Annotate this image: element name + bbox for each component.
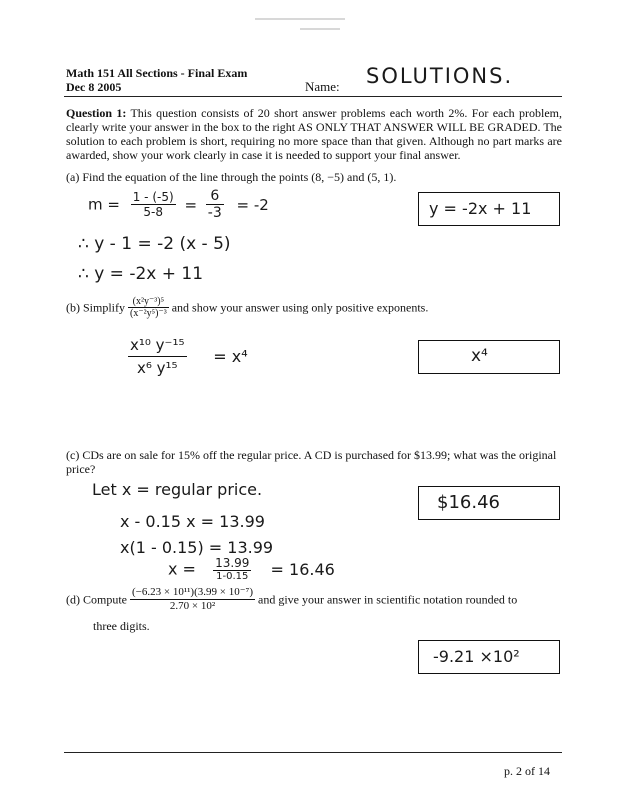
header-rule xyxy=(64,96,562,97)
question-instructions xyxy=(66,106,562,162)
part-a-answer-box[interactable] xyxy=(418,192,560,226)
part-b-prompt xyxy=(66,296,562,319)
part-c-frac-num: 13.99 xyxy=(215,556,250,570)
part-b-label: (b) xyxy=(66,300,80,315)
part-b-expr-den: (x⁻²y⁵)⁻³ xyxy=(130,308,167,319)
part-d-prompt xyxy=(66,586,566,613)
scan-artifact xyxy=(255,18,345,20)
slope-fraction-1 xyxy=(131,190,176,219)
instructions-text: This question consists of 20 short answer problems each worth 2%. For each problem, clearly write your answer in the box to the right AS ONLY THAT ANSWER WILL BE GRADED. The solution to each problem is short, requiring no more space than that given. Although no part marks are awarded, show your work clearly in case it is needed to support your final answer. xyxy=(66,106,562,162)
part-b-answer: x⁴ xyxy=(471,346,488,366)
part-c-label: (c) xyxy=(66,448,80,462)
part-d-label: (d) xyxy=(66,592,80,607)
part-c-work-line2: x - 0.15 x = 13.99 xyxy=(120,512,265,531)
part-b-expr-num: (x²y⁻³)⁵ xyxy=(128,296,169,308)
part-c-text: CDs are on sale for 15% off the regular price. A CD is purchased for $13.99; what was the original price? xyxy=(66,448,557,476)
part-c-frac-den: 1-0.15 xyxy=(216,571,249,582)
name-value: SOLUTIONS. xyxy=(366,64,514,88)
equals-1: = xyxy=(184,195,198,214)
part-d-answer-box[interactable] xyxy=(418,640,560,674)
part-a-prompt xyxy=(66,170,562,184)
part-b-work-den: x⁶ y¹⁵ xyxy=(136,359,178,377)
part-a-label: (a) xyxy=(66,170,80,184)
part-c-fraction xyxy=(213,556,251,582)
part-b-answer-box[interactable] xyxy=(418,340,560,374)
part-c-prompt xyxy=(66,448,562,476)
frac1-den: 5-8 xyxy=(143,205,163,219)
part-b-expression xyxy=(128,296,169,319)
part-a-work-line2: ∴ y - 1 = -2 (x - 5) xyxy=(78,234,231,254)
part-b-work-fraction xyxy=(128,336,187,377)
part-c-work-line3: x(1 - 0.15) = 13.99 xyxy=(120,538,274,557)
part-d-answer: -9.21 ×10² xyxy=(433,647,520,666)
part-d-expr-num: (−6.23 × 10¹¹)(3.99 × 10⁻⁷) xyxy=(132,586,253,598)
part-a-answer: y = -2x + 11 xyxy=(429,199,532,218)
part-b-work-result: = x⁴ xyxy=(213,347,248,366)
part-c-answer-box[interactable] xyxy=(418,486,560,520)
part-d-expr-den: 2.70 × 10² xyxy=(169,600,216,612)
exam-date: Dec 8 2005 xyxy=(66,80,122,94)
footer-rule xyxy=(64,752,562,753)
part-b-work xyxy=(128,336,248,377)
part-c-x-eq: x = xyxy=(168,559,196,579)
name-label: Name: xyxy=(305,79,340,94)
slope-result: = -2 xyxy=(236,195,269,214)
scan-artifact xyxy=(300,28,340,30)
part-c-answer: $16.46 xyxy=(437,492,500,513)
part-a-text: Find the equation of the line through the points (8, −5) and (5, 1). xyxy=(82,170,397,184)
part-d-compute: Compute xyxy=(83,592,127,607)
part-c-result: = 16.46 xyxy=(270,559,335,579)
part-d-text-line2: three digits. xyxy=(93,619,150,633)
part-a-work-line1 xyxy=(88,188,269,221)
question-label: Question 1: xyxy=(66,106,127,120)
part-b-text: and show your answer using only positive exponents. xyxy=(171,300,429,315)
part-c-work-line1: Let x = regular price. xyxy=(92,480,263,499)
frac1-num: 1 - (-5) xyxy=(132,190,174,204)
part-c-work-line4 xyxy=(168,556,335,582)
part-b-simplify: Simplify xyxy=(83,300,126,315)
slope-fraction-2 xyxy=(206,188,224,221)
frac2-den: -3 xyxy=(207,205,222,221)
page-number: p. 2 of 14 xyxy=(504,764,550,778)
part-b-work-num: x¹⁰ y⁻¹⁵ xyxy=(128,336,187,357)
course-title: Math 151 All Sections - Final Exam xyxy=(66,66,248,80)
part-a-work-line3: ∴ y = -2x + 11 xyxy=(78,264,204,284)
part-d-text: and give your answer in scientific notation rounded to xyxy=(258,592,518,607)
frac2-num: 6 xyxy=(206,188,224,205)
part-d-expression xyxy=(130,586,255,613)
slope-m: m = xyxy=(88,195,120,214)
